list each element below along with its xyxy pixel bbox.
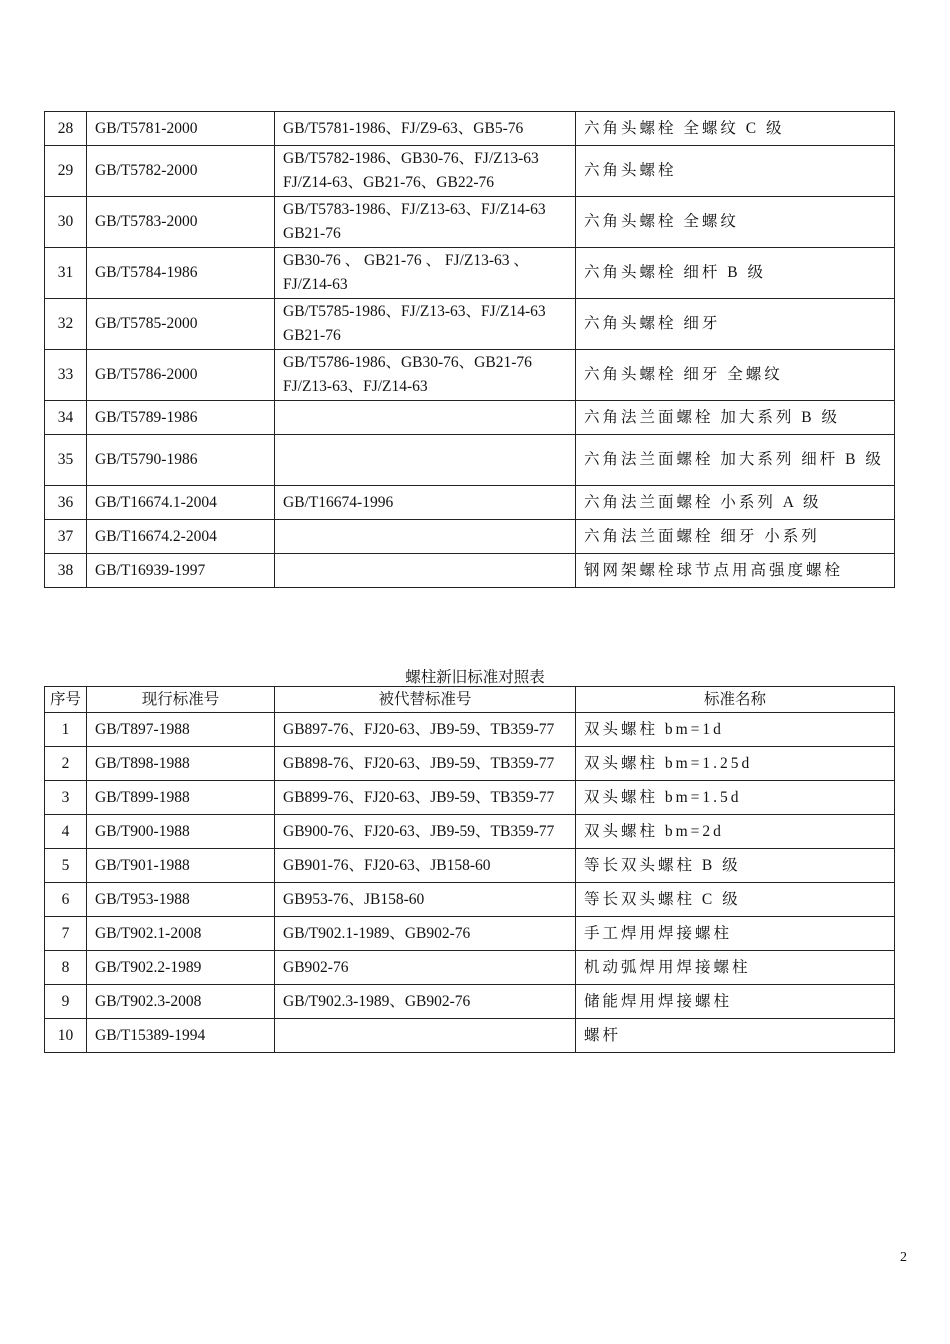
cell-current-standard: GB/T898-1988 [87, 747, 275, 781]
table-row [45, 849, 895, 883]
cell-current-standard: GB/T5782-2000 [87, 146, 275, 197]
cell-current-standard: GB/T5786-2000 [87, 350, 275, 401]
cell-no: 36 [45, 486, 87, 520]
cell-standard-name: 六角法兰面螺栓 加大系列 细杆 B 级 [576, 435, 895, 486]
cell-replaced-standard: GB902-76 [275, 951, 576, 985]
table-body [45, 713, 895, 1053]
table-row [45, 146, 895, 197]
cell-current-standard: GB/T16674.2-2004 [87, 520, 275, 554]
cell-standard-name: 双头螺柱 bm=1.5d [576, 781, 895, 815]
table-row [45, 713, 895, 747]
cell-no: 4 [45, 815, 87, 849]
cell-standard-name: 六角法兰面螺栓 小系列 A 级 [576, 486, 895, 520]
cell-current-standard: GB/T953-1988 [87, 883, 275, 917]
cell-no: 9 [45, 985, 87, 1019]
cell-standard-name: 双头螺柱 bm=1d [576, 713, 895, 747]
table-body [45, 112, 895, 588]
cell-standard-name: 螺杆 [576, 1019, 895, 1053]
cell-replaced-standard: GB897-76、FJ20-63、JB9-59、TB359-77 [275, 713, 576, 747]
table-row [45, 520, 895, 554]
cell-no: 28 [45, 112, 87, 146]
cell-no: 1 [45, 713, 87, 747]
cell-no: 35 [45, 435, 87, 486]
cell-replaced-standard: GB/T5781-1986、FJ/Z9-63、GB5-76 [275, 112, 576, 146]
cell-replaced-standard: GB30-76 、 GB21-76 、 FJ/Z13-63 、 FJ/Z14-63 [275, 248, 576, 299]
bolt-standards-table-continued [44, 111, 895, 588]
cell-no: 34 [45, 401, 87, 435]
cell-current-standard: GB/T902.1-2008 [87, 917, 275, 951]
table-row [45, 781, 895, 815]
table-row [45, 917, 895, 951]
cell-standard-name: 等长双头螺柱 B 级 [576, 849, 895, 883]
cell-no: 8 [45, 951, 87, 985]
cell-current-standard: GB/T5784-1986 [87, 248, 275, 299]
cell-replaced-standard: GB/T5785-1986、FJ/Z13-63、FJ/Z14-63 GB21-76 [275, 299, 576, 350]
table-row [45, 435, 895, 486]
cell-current-standard: GB/T902.3-2008 [87, 985, 275, 1019]
cell-standard-name: 机动弧焊用焊接螺柱 [576, 951, 895, 985]
cell-no: 10 [45, 1019, 87, 1053]
table-row [45, 112, 895, 146]
cell-standard-name: 六角法兰面螺栓 细牙 小系列 [576, 520, 895, 554]
cell-current-standard: GB/T5781-2000 [87, 112, 275, 146]
cell-replaced-standard: GB899-76、FJ20-63、JB9-59、TB359-77 [275, 781, 576, 815]
cell-standard-name: 六角头螺栓 细杆 B 级 [576, 248, 895, 299]
stud-standards-table [44, 686, 895, 1053]
cell-no: 5 [45, 849, 87, 883]
cell-current-standard: GB/T897-1988 [87, 713, 275, 747]
cell-standard-name: 六角头螺栓 全螺纹 C 级 [576, 112, 895, 146]
cell-current-standard: GB/T5790-1986 [87, 435, 275, 486]
cell-current-standard: GB/T5789-1986 [87, 401, 275, 435]
table-row [45, 486, 895, 520]
cell-standard-name: 六角头螺栓 细牙 全螺纹 [576, 350, 895, 401]
table-row [45, 248, 895, 299]
header-current-standard: 现行标准号 [87, 687, 275, 713]
cell-standard-name: 六角法兰面螺栓 加大系列 B 级 [576, 401, 895, 435]
cell-no: 6 [45, 883, 87, 917]
table-title: 螺柱新旧标准对照表 [405, 669, 545, 686]
cell-no: 30 [45, 197, 87, 248]
cell-replaced-standard: GB/T16674-1996 [275, 486, 576, 520]
cell-no: 2 [45, 747, 87, 781]
cell-replaced-standard [275, 554, 576, 588]
cell-no: 33 [45, 350, 87, 401]
header-replaced-standard: 被代替标准号 [275, 687, 576, 713]
cell-current-standard: GB/T16939-1997 [87, 554, 275, 588]
table-row [45, 299, 895, 350]
cell-replaced-standard [275, 435, 576, 486]
cell-replaced-standard [275, 520, 576, 554]
header-standard-name: 标准名称 [576, 687, 895, 713]
cell-current-standard: GB/T5785-2000 [87, 299, 275, 350]
cell-replaced-standard: GB/T5782-1986、GB30-76、FJ/Z13-63 FJ/Z14-63、GB21-76、GB22-76 [275, 146, 576, 197]
cell-standard-name: 双头螺柱 bm=1.25d [576, 747, 895, 781]
cell-no: 38 [45, 554, 87, 588]
table-row [45, 747, 895, 781]
cell-no: 31 [45, 248, 87, 299]
cell-current-standard: GB/T901-1988 [87, 849, 275, 883]
cell-no: 3 [45, 781, 87, 815]
cell-standard-name: 等长双头螺柱 C 级 [576, 883, 895, 917]
header-no: 序号 [45, 687, 87, 713]
cell-standard-name: 六角头螺栓 [576, 146, 895, 197]
cell-current-standard: GB/T899-1988 [87, 781, 275, 815]
cell-no: 37 [45, 520, 87, 554]
cell-current-standard: GB/T5783-2000 [87, 197, 275, 248]
cell-replaced-standard: GB901-76、FJ20-63、JB158-60 [275, 849, 576, 883]
table-row [45, 883, 895, 917]
table-row [45, 197, 895, 248]
table-header [45, 687, 895, 713]
cell-standard-name: 钢网架螺栓球节点用高强度螺栓 [576, 554, 895, 588]
cell-current-standard: GB/T900-1988 [87, 815, 275, 849]
table-row [45, 951, 895, 985]
page-number: 2 [900, 1250, 907, 1265]
cell-replaced-standard: GB/T902.3-1989、GB902-76 [275, 985, 576, 1019]
cell-replaced-standard: GB/T5786-1986、GB30-76、GB21-76 FJ/Z13-63、FJ/Z14-63 [275, 350, 576, 401]
cell-replaced-standard: GB900-76、FJ20-63、JB9-59、TB359-77 [275, 815, 576, 849]
cell-no: 32 [45, 299, 87, 350]
cell-no: 29 [45, 146, 87, 197]
cell-replaced-standard: GB/T5783-1986、FJ/Z13-63、FJ/Z14-63 GB21-76 [275, 197, 576, 248]
cell-no: 7 [45, 917, 87, 951]
cell-standard-name: 六角头螺栓 全螺纹 [576, 197, 895, 248]
cell-replaced-standard: GB/T902.1-1989、GB902-76 [275, 917, 576, 951]
table-row [45, 554, 895, 588]
cell-standard-name: 六角头螺栓 细牙 [576, 299, 895, 350]
cell-replaced-standard [275, 1019, 576, 1053]
cell-current-standard: GB/T15389-1994 [87, 1019, 275, 1053]
cell-replaced-standard [275, 401, 576, 435]
cell-current-standard: GB/T902.2-1989 [87, 951, 275, 985]
cell-current-standard: GB/T16674.1-2004 [87, 486, 275, 520]
cell-replaced-standard: GB898-76、FJ20-63、JB9-59、TB359-77 [275, 747, 576, 781]
table-row [45, 1019, 895, 1053]
cell-standard-name: 储能焊用焊接螺柱 [576, 985, 895, 1019]
cell-standard-name: 手工焊用焊接螺柱 [576, 917, 895, 951]
cell-replaced-standard: GB953-76、JB158-60 [275, 883, 576, 917]
table-row [45, 401, 895, 435]
table-row [45, 815, 895, 849]
table-row [45, 350, 895, 401]
header-row [45, 687, 895, 713]
cell-standard-name: 双头螺柱 bm=2d [576, 815, 895, 849]
table-row [45, 985, 895, 1019]
